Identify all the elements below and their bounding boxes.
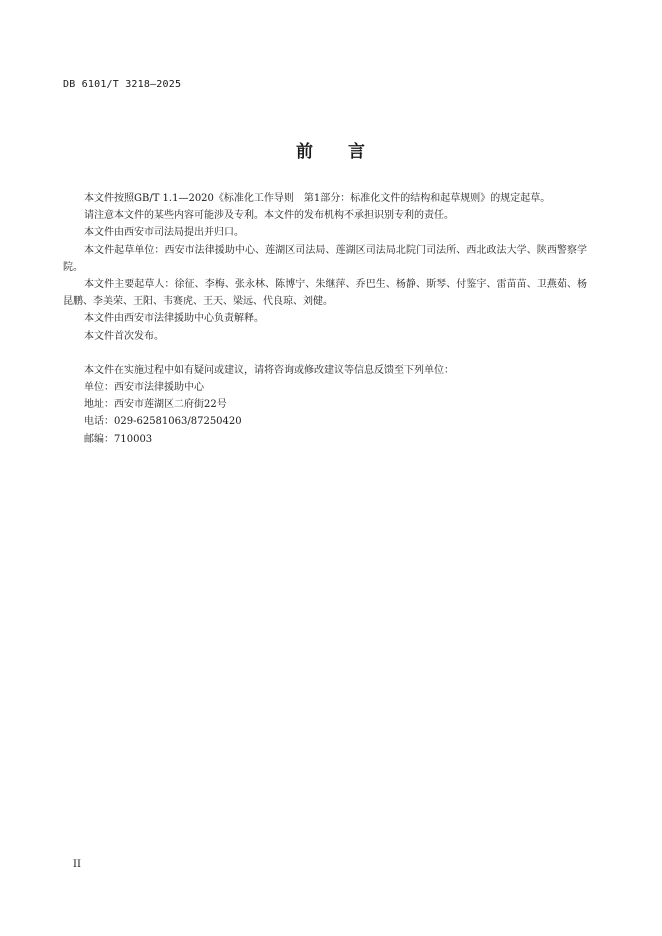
paragraph-drafting-basis: 本文件按照GB/T 1.1—2020《标准化工作导则 第1部分：标准化文件的结构和起草规则》的规定起草。 <box>84 193 551 204</box>
page-title <box>0 137 662 162</box>
paragraph-interpretation: 本文件由西安市法律援助中心负责解释。 <box>84 313 264 325</box>
feedback-unit: 单位：西安市法律援助中心 <box>84 382 204 394</box>
page-number: II <box>73 859 81 870</box>
feedback-phone: 电话：029-62581063/87250420 <box>84 416 242 428</box>
feedback-postcode: 邮编：710003 <box>84 433 153 445</box>
paragraph-drafters: 本文件主要起草人：徐征、李梅、张永林、陈博宁、朱继萍、乔巴生、杨静、斯琴、付鉴宇、雷苗苗、卫燕茹、杨昆鹏、李美荣、王阳、韦赛虎、王天、梁远、代良琼、刘健。 <box>63 279 587 308</box>
paragraph-patent-notice: 请注意本文件的某些内容可能涉及专利。本文件的发布机构不承担识别专利的责任。 <box>84 210 454 222</box>
feedback-intro: 本文件在实施过程中如有疑问或建议，请将咨询或修改建议等信息反馈至下列单位： <box>84 364 454 376</box>
paragraph-proposer: 本文件由西安市司法局提出并归口。 <box>84 227 244 239</box>
paragraph-drafting-units: 本文件起草单位：西安市法律援助中心、莲湖区司法局、莲湖区司法局北院门司法所、西北政法大学、陕西警察学院。 <box>63 244 587 273</box>
foreword-body <box>63 190 587 448</box>
paragraph-first-release: 本文件首次发布。 <box>84 330 164 342</box>
standard-code: DB 6101/T 3218—2025 <box>63 79 182 90</box>
feedback-address: 地址：西安市莲湖区二府街22号 <box>84 399 227 411</box>
title-char-2: 言 <box>348 142 366 162</box>
title-char-1: 前 <box>296 142 314 162</box>
